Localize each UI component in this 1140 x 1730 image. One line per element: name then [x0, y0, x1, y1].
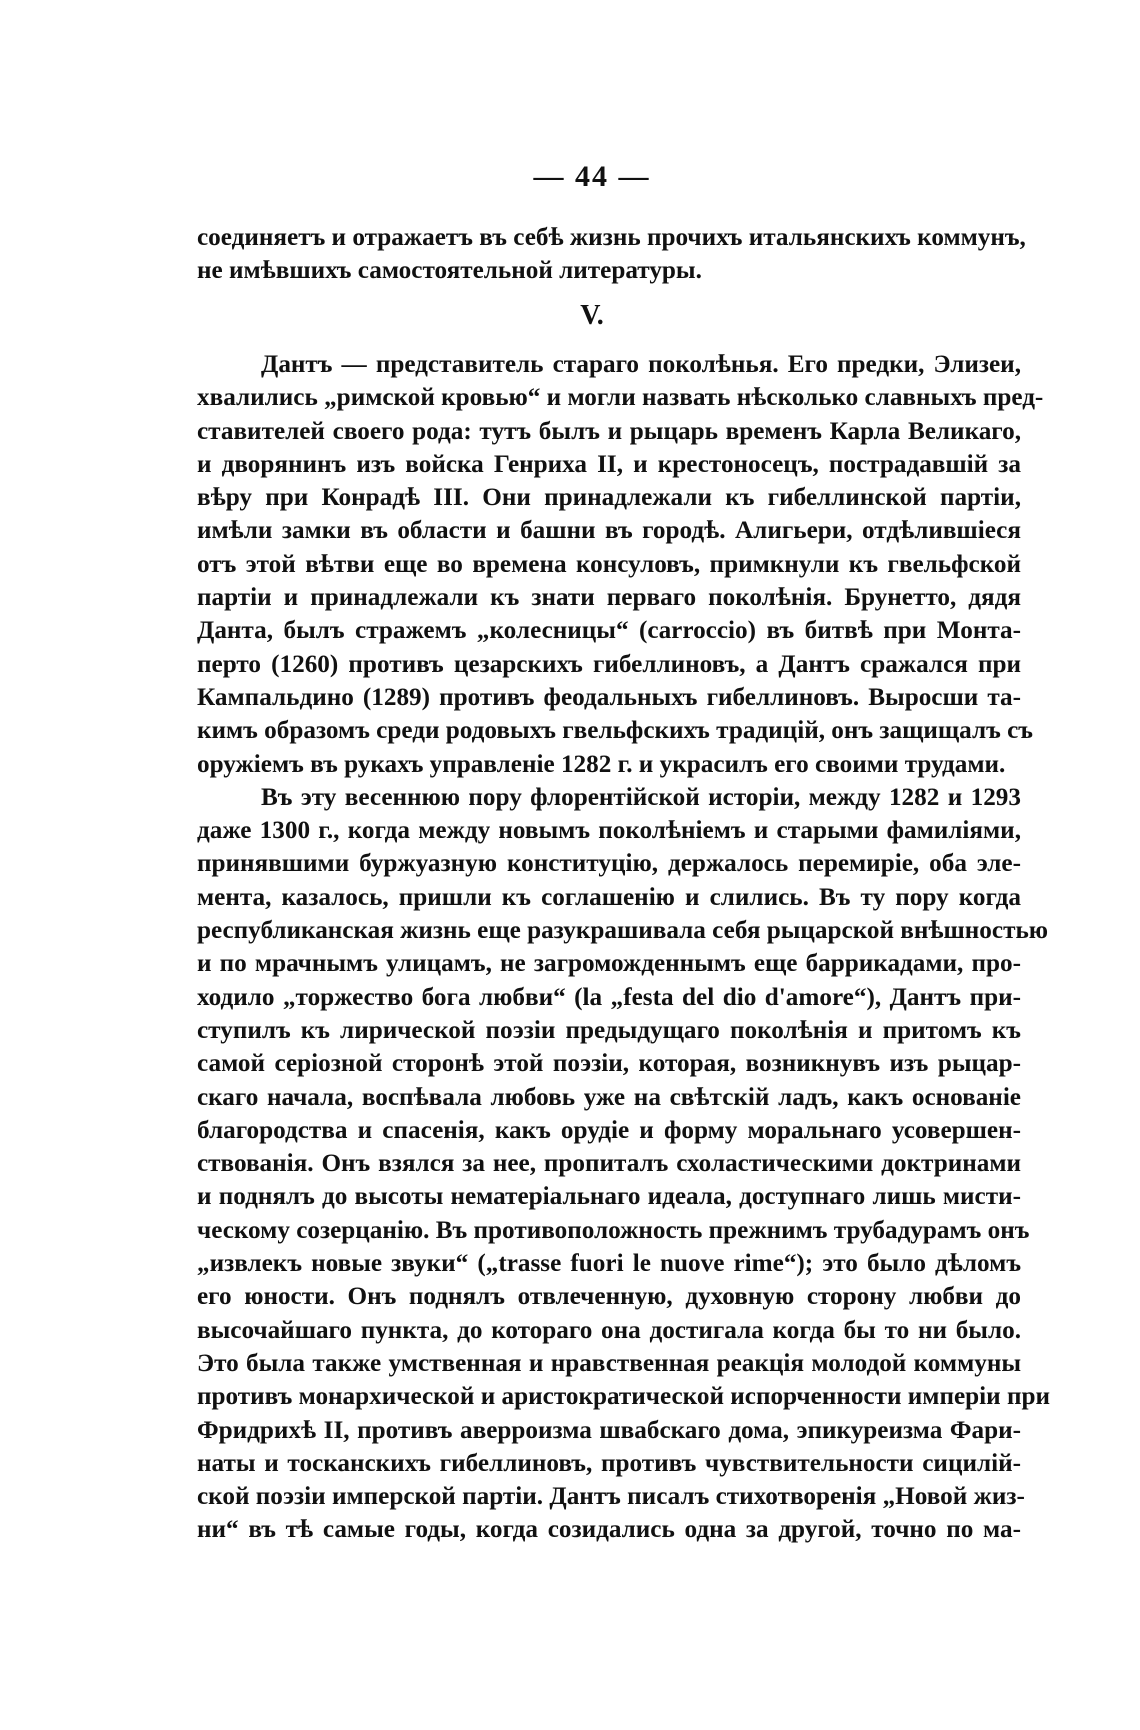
text-line: отъ этой вѣтви еще во времена консуловъ, примкнули къ гвельфской: [197, 550, 1021, 578]
text-line: „извлекъ новые звуки“ („trasse fuori le nuove rime“); это было дѣломъ: [197, 1250, 1021, 1278]
text-line: имѣли замки въ области и башни въ городѣ. Алигьери, отдѣлившіеся: [197, 517, 1021, 545]
text-line: Дантъ — представитель стараго поколѣнья. Его предки, Элизеи,: [261, 351, 1021, 378]
text-line: ни“ въ тѣ самые годы, когда созидались одна за другой, точно по ма-: [197, 1516, 1021, 1544]
text-line: соединяетъ и отражаетъ въ себѣ жизнь прочихъ итальянскихъ коммунъ,: [197, 224, 1026, 251]
continuation-text: [197, 222, 1026, 287]
text-line: скаго начала, воспѣвала любовь уже на свѣтскій ладъ, какъ основаніе: [197, 1083, 1021, 1111]
text-line: Фридрихѣ II, противъ аверроизма швабскаго дома, эпикуреизма Фари-: [197, 1416, 1021, 1444]
text-line: самой серіозной сторонѣ этой поэзіи, которая, возникнувъ изъ рыцар-: [197, 1050, 1021, 1078]
text-line: Данта, былъ стражемъ „колесницы“ (carroccio) въ битвѣ при Монта-: [197, 617, 1021, 645]
text-line: Въ эту весеннюю пору флорентійской исторіи, между 1282 и 1293: [261, 783, 1021, 811]
text-line: его юности. Онъ поднялъ отвлеченную, духовную сторону любви до: [197, 1283, 1021, 1311]
text-line: вѣру при Конрадѣ III. Они принадлежали къ гибеллинской партіи,: [197, 484, 1021, 512]
text-line: партіи и принадлежали къ знати перваго поколѣнія. Брунетто, дядя: [197, 584, 1021, 612]
text-line: кимъ образомъ среди родовыхъ гвельфскихъ традицій, онъ защищалъ съ: [197, 717, 1033, 745]
text-line: хвалились „римской кровью“ и могли назвать нѣсколько славныхъ пред-: [197, 384, 1044, 412]
text-line: противъ монархической и аристократической испорченности имперіи при: [197, 1383, 1051, 1411]
text-line: ской поэзіи имперской партіи. Дантъ писалъ стихотворенія „Новой жиз-: [197, 1483, 1025, 1511]
text-line: республиканская жизнь еще разукрашивала себя рыцарской внѣшностью: [197, 917, 1049, 945]
text-line: высочайшаго пункта, до котораго она достигала когда бы то ни было.: [197, 1316, 1021, 1344]
text-line: перто (1260) противъ цезарскихъ гибеллиновъ, а Дантъ сражался при: [197, 650, 1021, 678]
text-line: ходило „торжество бога любви“ (la „festa del dio d'amore“), Дантъ при-: [197, 983, 1021, 1011]
text-line: ческому созерцанію. Въ противоположность прежнимъ трубадурамъ онъ: [197, 1216, 1030, 1244]
text-line: ставителей своего рода: тутъ былъ и рыцарь временъ Карла Великаго,: [197, 417, 1021, 445]
text-line: ствованія. Онъ взялся за нее, пропиталъ схоластическими доктринами: [197, 1150, 1021, 1178]
text-line: и по мрачнымъ улицамъ, не загроможденнымъ еще баррикадами, про-: [197, 950, 1021, 978]
text-line: благородства и спасенія, какъ орудіе и форму моральнаго усовершен-: [197, 1116, 1021, 1144]
text-line: не имѣвшихъ самостоятельной литературы.: [197, 256, 702, 284]
section-heading: V.: [580, 300, 604, 331]
text-line: и поднялъ до высоты нематеріальнаго идеала, доступнаго лишь мисти-: [197, 1183, 1021, 1211]
text-line: оружіемъ въ рукахъ управленіе 1282 г. и украсилъ его своими трудами.: [197, 750, 1006, 778]
text-line: наты и тосканскихъ гибеллиновъ, противъ чувствительности сицилій-: [197, 1449, 1021, 1477]
text-line: Кампальдино (1289) противъ феодальныхъ гибеллиновъ. Выросши та-: [197, 683, 1021, 711]
page-number: — 44 —: [533, 160, 651, 193]
text-line: ступилъ къ лирической поэзіи предыдущаго поколѣнія и притомъ къ: [197, 1016, 1021, 1044]
text-line: Это была также умственная и нравственная реакція молодой коммуны: [197, 1349, 1021, 1377]
main-text: [197, 348, 1051, 1547]
paragraph-2: [197, 781, 1051, 1547]
text-line: мента, казалось, пришли къ соглашенію и слились. Въ ту пору когда: [197, 883, 1021, 911]
text-line: даже 1300 г., когда между новымъ поколѣніемъ и старыми фамиліями,: [197, 817, 1021, 845]
paragraph-1: [197, 348, 1044, 781]
text-line: принявшими буржуазную конституцію, держалось перемиріе, оба эле-: [197, 850, 1021, 878]
text-line: и дворянинъ изъ войска Генриха II, и крестоносецъ, пострадавшій за: [197, 450, 1021, 478]
